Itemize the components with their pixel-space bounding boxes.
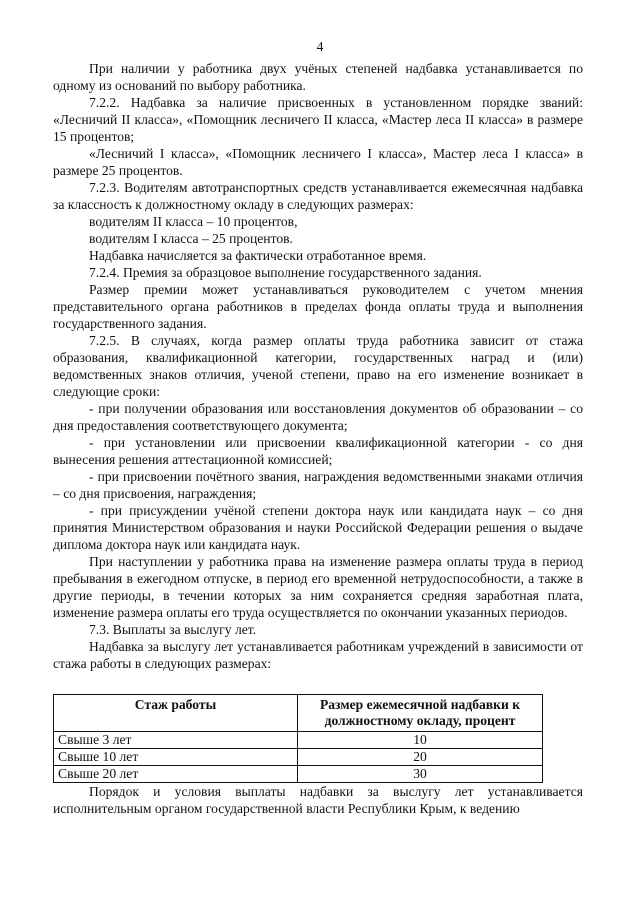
paragraph: При наличии у работника двух учёных степеней надбавка устанавливается по одному из оснований по выбору работника. — [53, 61, 583, 93]
header-percent: Размер ежемесячной надбавки к должностному окладу, процент — [298, 695, 543, 732]
cell-period: Свыше 20 лет — [54, 766, 298, 783]
cell-percent: 20 — [298, 749, 543, 766]
paragraph: - при получении образования или восстановления документов об образовании – со дня предоставления соответствующего документа; — [53, 401, 583, 433]
paragraph: - при присвоении почётного звания, награждения ведомственными знаками отличия – со дня присвоения, награждения; — [53, 469, 583, 501]
paragraph: «Лесничий I класса», «Помощник лесничего I класса», Мастер леса I класса» в размере 25 процентов. — [53, 146, 583, 178]
paragraph: 7.2.5. В случаях, когда размер оплаты труда работника зависит от стажа образования, квалификационной категории, государственных наград и (или) ведомственных знаков отличия, ученой степени, право на его изменение возникает в следующие сроки: — [53, 333, 583, 399]
cell-percent: 30 — [298, 766, 543, 783]
paragraph: При наступлении у работника права на изменение размера оплаты труда в период пребывания в ежегодном отпуске, в период его временной нетрудоспособности, а также в другие периоды, в течении которых за ним сохраняется средняя заработная плата, изменение размера оплаты его труда осуществляется по окончании указанных периодов. — [53, 554, 583, 620]
paragraph: - при установлении или присвоении квалификационной категории - со дня вынесения решения аттестационной комиссией; — [53, 435, 583, 467]
table-row — [54, 766, 543, 783]
cell-percent: 10 — [298, 732, 543, 749]
cell-period: Свыше 10 лет — [54, 749, 298, 766]
paragraph: 7.2.3. Водителям автотранспортных средств устанавливается ежемесячная надбавка за классность к должностному окладу в следующих размерах: — [53, 180, 583, 212]
header-period: Стаж работы — [54, 695, 298, 732]
document-body — [53, 60, 583, 817]
cell-period: Свыше 3 лет — [54, 732, 298, 749]
page-number: 4 — [316, 39, 324, 54]
paragraph: 7.3. Выплаты за выслугу лет. — [89, 622, 257, 637]
paragraph: Размер премии может устанавливаться руководителем с учетом мнения представительного органа работников в пределах фонда оплаты труда и выполнения государственного задания. — [53, 282, 583, 331]
paragraph: Надбавка начисляется за фактически отработанное время. — [89, 248, 427, 263]
paragraph: Надбавка за выслугу лет устанавливается работникам учреждений в зависимости от стажа работы в следующих размерах: — [53, 639, 583, 671]
paragraph: водителям I класса – 25 процентов. — [89, 231, 293, 246]
closing-paragraph: Порядок и условия выплаты надбавки за выслугу лет устанавливается исполнительным органом государственной власти Республики Крым, к ведению — [53, 784, 583, 816]
paragraph: - при присуждении учёной степени доктора наук или кандидата наук – со дня принятия Министерством образования и науки Российской Федерации решения о выдаче диплома доктора наук или кандидата наук. — [53, 503, 583, 552]
table-header-row — [54, 695, 543, 732]
paragraph: 7.2.2. Надбавка за наличие присвоенных в установленном порядке званий: «Лесничий II класса», «Помощник лесничего II класса, «Мастер леса II класса» в размере 15 процентов; — [53, 95, 583, 144]
table-row — [54, 732, 543, 749]
table-row — [54, 749, 543, 766]
paragraph: водителям II класса – 10 процентов, — [89, 214, 298, 229]
seniority-table — [53, 694, 543, 783]
paragraph: 7.2.4. Премия за образцовое выполнение государственного задания. — [89, 265, 482, 280]
